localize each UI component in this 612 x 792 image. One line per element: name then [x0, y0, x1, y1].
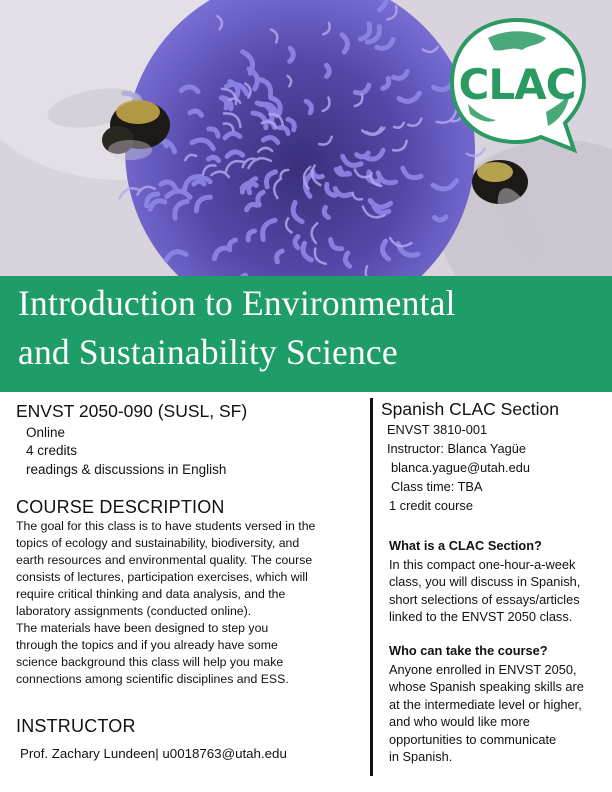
description-line: laboratory assignments (conducted online).	[16, 604, 252, 618]
answer-line: linked to the ENVST 2050 class.	[389, 609, 573, 625]
instructor-info: Prof. Zachary Lundeen| u0018763@utah.edu	[20, 746, 287, 761]
clac-answer-who	[389, 661, 609, 765]
course-description-text	[16, 518, 361, 688]
answer-line: at the intermediate level or higher,	[389, 696, 582, 712]
clac-section-heading: Spanish CLAC Section	[381, 399, 560, 419]
description-line: connections among scientific disciplines and ESS.	[16, 672, 289, 686]
course-detail-credits: 4 credits	[26, 443, 78, 458]
title-line-2: and Sustainability Science	[18, 332, 398, 372]
description-line: require critical thinking and data analysis, and the	[16, 587, 286, 601]
clac-email: blanca.yague@utah.edu	[391, 460, 530, 475]
description-line: topics of ecology and sustainability, biodiversity, and	[16, 536, 300, 550]
flower-petal	[194, 182, 204, 185]
answer-line: In this compact one-hour-a-week	[389, 557, 576, 572]
clac-question-what: What is a CLAC Section?	[389, 538, 542, 553]
instructor-heading: INSTRUCTOR	[16, 716, 136, 736]
description-line: earth resources and environmental quality. The course	[16, 553, 313, 567]
clac-credits: 1 credit course	[389, 498, 473, 513]
description-line: science background this class will help you make	[16, 655, 284, 669]
answer-line: short selections of essays/articles	[389, 591, 580, 607]
flower-petal	[435, 217, 446, 220]
title-line-1: Introduction to Environmental	[18, 283, 456, 323]
course-detail-format: Online	[26, 425, 66, 440]
clac-instructor: Instructor: Blanca Yagüe	[387, 441, 526, 456]
answer-line: opportunities to communicate	[389, 731, 557, 747]
clac-course-code: ENVST 3810-001	[387, 422, 488, 437]
clac-answer-what	[389, 556, 609, 626]
course-code: ENVST 2050-090 (SUSL, SF)	[16, 401, 248, 421]
description-line: The goal for this class is to have students versed in the	[16, 519, 316, 533]
clac-class-time: Class time: TBA	[391, 479, 483, 494]
title-banner	[0, 276, 612, 392]
answer-line: class, you will discuss in Spanish,	[389, 574, 581, 590]
answer-line: Anyone enrolled in ENVST 2050,	[389, 662, 577, 677]
clac-logo	[448, 16, 596, 154]
course-detail-language: readings & discussions in English	[26, 462, 227, 477]
answer-line: whose Spanish speaking skills are	[389, 679, 584, 695]
answer-line: in Spanish.	[389, 749, 453, 765]
logo-text: CLAC	[458, 60, 576, 109]
description-line: through the topics and if you already have some	[16, 638, 278, 652]
course-description-heading: COURSE DESCRIPTION	[16, 497, 225, 517]
column-divider	[370, 398, 373, 776]
description-line: consists of lectures, participation exercises, which will	[16, 570, 308, 584]
clac-question-who: Who can take the course?	[389, 643, 548, 658]
answer-line: and who would like more	[389, 714, 530, 730]
flower-petal	[326, 65, 329, 76]
description-line: The materials have been designed to step you	[16, 621, 269, 635]
